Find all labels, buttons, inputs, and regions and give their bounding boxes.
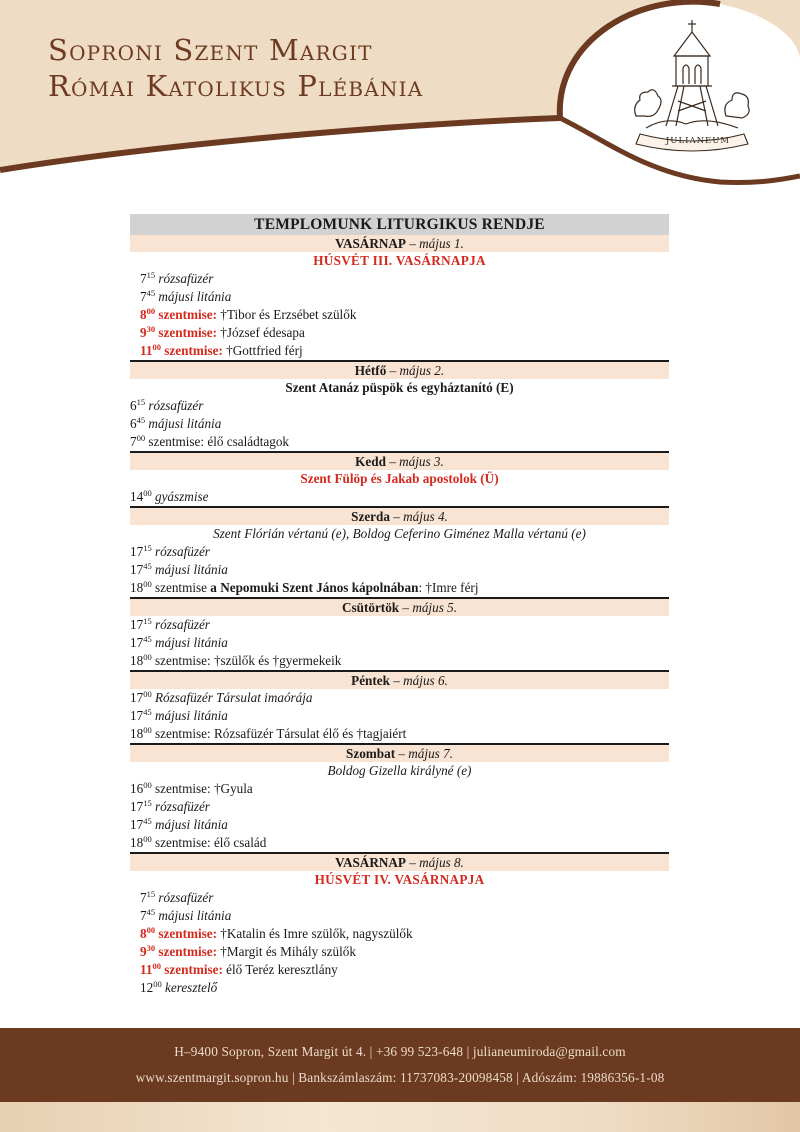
event-label: rózsafüzér — [154, 799, 210, 814]
event-hour: 6 — [130, 416, 137, 431]
schedule-event — [130, 834, 669, 852]
day-name: Hétfő — [354, 363, 387, 378]
event-time — [140, 944, 155, 959]
schedule-event — [130, 616, 669, 634]
event-hour: 6 — [130, 398, 137, 413]
event-hour: 7 — [140, 289, 147, 304]
logo-label: JULIANEUM — [665, 136, 731, 146]
event-time — [130, 562, 152, 577]
schedule-event — [130, 433, 669, 451]
event-hour: 17 — [130, 544, 144, 559]
event-minute: 15 — [136, 397, 146, 407]
schedule-event — [130, 543, 669, 561]
event-hour: 7 — [140, 890, 147, 905]
event-time — [140, 343, 161, 358]
event-time — [130, 690, 152, 705]
event-label: szentmise: — [158, 325, 217, 340]
feast-name: Szent Atanáz püspök és egyháztanító — [285, 380, 493, 395]
event-time — [130, 416, 145, 431]
footer-contact-line: H–9400 Sopron, Szent Margit út 4. | +36 99 523-648 | julianeumiroda@gmail.com — [174, 1044, 626, 1059]
event-minute: 45 — [146, 907, 156, 917]
event-text: szentmise: élő család — [154, 835, 267, 850]
event-hour: 18 — [130, 835, 144, 850]
day-date: – május 2. — [389, 363, 445, 378]
event-hour: 11 — [140, 343, 153, 358]
event-minute: 00 — [146, 306, 156, 316]
event-time — [130, 580, 152, 595]
event-minute: 00 — [143, 652, 152, 662]
event-text: †Margit és Mihály szülők — [220, 944, 356, 959]
event-label: gyászmise — [154, 489, 209, 504]
schedule-event — [130, 561, 669, 579]
event-hour: 17 — [130, 817, 144, 832]
event-time — [140, 980, 162, 995]
event-hour: 18 — [130, 653, 144, 668]
day-date: – május 5. — [402, 600, 458, 615]
event-time — [140, 325, 155, 340]
event-label: keresztelő — [164, 980, 218, 995]
event-time — [130, 617, 152, 632]
event-time — [140, 289, 155, 304]
event-hour: 8 — [140, 926, 147, 941]
event-label: szentmise: — [164, 962, 223, 977]
event-label: májusi litánia — [158, 908, 232, 923]
event-hour: 17 — [130, 708, 144, 723]
day-name: VASÁRNAP — [335, 855, 406, 870]
event-minute: 45 — [143, 707, 152, 717]
day-header — [130, 506, 669, 525]
event-time — [140, 271, 155, 286]
schedule-event — [130, 342, 669, 360]
day-header — [130, 360, 669, 379]
event-label: rózsafüzér — [148, 398, 204, 413]
bell-tower-logo-icon — [626, 16, 758, 156]
schedule-event — [130, 324, 669, 342]
schedule-event — [130, 889, 669, 907]
schedule-event — [130, 798, 669, 816]
feast-rank: (E) — [492, 380, 514, 395]
event-time — [130, 434, 145, 449]
event-label: rózsafüzér — [154, 617, 210, 632]
footer-bottom-strip — [0, 1102, 800, 1132]
event-minute: 00 — [143, 488, 152, 498]
day-date: – május 3. — [389, 454, 444, 469]
day-date: – május 6. — [393, 673, 448, 688]
schedule-event — [130, 652, 669, 670]
event-hour: 17 — [130, 617, 144, 632]
day-header — [130, 743, 669, 762]
parish-title-line1: Soproni Szent Margit — [48, 33, 373, 67]
event-minute: 00 — [143, 834, 152, 844]
event-hour: 7 — [130, 434, 137, 449]
feast-title: Szent Flórián vértanú (e), Boldog Ceferino Giménez Malla vértanú (e) — [213, 526, 586, 541]
event-time — [130, 726, 152, 741]
event-minute: 15 — [143, 798, 152, 808]
event-hour: 12 — [140, 980, 154, 995]
event-minute: 45 — [136, 415, 146, 425]
event-hour: 9 — [140, 944, 147, 959]
event-minute: 30 — [146, 324, 156, 334]
event-minute: 45 — [143, 816, 152, 826]
schedule-event — [130, 634, 669, 652]
event-label: májusi litánia — [148, 416, 222, 431]
schedule-event — [130, 961, 669, 979]
schedule-event — [130, 689, 669, 707]
day-date: – május 4. — [393, 509, 448, 524]
schedule-event — [130, 306, 669, 324]
event-label: rózsafüzér — [158, 890, 214, 905]
event-time — [130, 489, 152, 504]
event-minute: 00 — [153, 979, 162, 989]
schedule-event — [130, 707, 669, 725]
day-date: – május 1. — [409, 236, 464, 251]
event-minute: 45 — [143, 561, 152, 571]
event-text: †Gottfried férj — [226, 343, 303, 358]
schedule-event — [130, 943, 669, 961]
day-name: VASÁRNAP — [335, 236, 406, 251]
event-location: a Nepomuki Szent János kápolnában — [210, 580, 419, 595]
feast-title: Szent Fülöp és Jakab apostolok (Ü) — [300, 471, 499, 486]
event-text: szentmise: †Gyula — [154, 781, 253, 796]
day-date: – május 7. — [398, 746, 453, 761]
schedule-event — [130, 925, 669, 943]
day-header — [130, 670, 669, 689]
event-time — [130, 653, 152, 668]
event-label: szentmise: — [158, 926, 217, 941]
event-text: élő Teréz keresztlány — [226, 962, 338, 977]
event-time — [130, 799, 152, 814]
event-time — [130, 635, 152, 650]
feast-title: Boldog Gizella királyné (e) — [327, 763, 472, 778]
event-hour: 17 — [130, 562, 144, 577]
event-minute: 15 — [146, 889, 156, 899]
feast-title: HÚSVÉT III. VASÁRNAPJA — [313, 253, 486, 268]
day-date: – május 8. — [409, 855, 464, 870]
schedule-event — [130, 816, 669, 834]
event-text: †Tibor és Erzsébet szülők — [220, 307, 357, 322]
event-hour: 17 — [130, 635, 144, 650]
event-time — [130, 708, 152, 723]
event-time — [130, 544, 152, 559]
event-minute: 15 — [143, 543, 152, 553]
event-label: rózsafüzér — [154, 544, 210, 559]
event-time — [140, 908, 155, 923]
event-minute: 45 — [146, 288, 156, 298]
day-header — [130, 597, 669, 616]
event-time — [130, 835, 152, 850]
event-minute: 00 — [152, 961, 161, 971]
schedule-event — [130, 725, 669, 743]
event-hour: 18 — [130, 580, 144, 595]
liturgical-schedule — [130, 214, 669, 997]
event-time — [140, 890, 155, 905]
event-label: májusi litánia — [154, 817, 228, 832]
event-hour: 17 — [130, 690, 144, 705]
event-text: szentmise: élő családtagok — [148, 434, 290, 449]
schedule-event — [130, 270, 669, 288]
event-label: rózsafüzér — [158, 271, 214, 286]
event-minute: 15 — [146, 270, 156, 280]
event-minute: 30 — [146, 943, 156, 953]
event-hour: 17 — [130, 799, 144, 814]
event-time — [130, 398, 145, 413]
event-minute: 00 — [146, 925, 156, 935]
event-minute: 00 — [143, 689, 152, 699]
parish-title-line2: Római Katolikus Plébánia — [48, 69, 424, 103]
day-name: Szerda — [351, 509, 390, 524]
schedule-event — [130, 288, 669, 306]
event-label: Rózsafüzér Társulat imaórája — [154, 690, 313, 705]
event-intention: : †Imre férj — [418, 580, 479, 595]
event-hour: 8 — [140, 307, 147, 322]
schedule-event — [130, 397, 669, 415]
event-minute: 00 — [143, 579, 152, 589]
event-hour: 7 — [140, 908, 147, 923]
event-text: szentmise — [154, 580, 211, 595]
event-hour: 11 — [140, 962, 153, 977]
schedule-event — [130, 979, 669, 997]
schedule-event — [130, 488, 669, 506]
footer-bank-line: www.szentmargit.sopron.hu | Bankszámlaszám: 11737083-20098458 | Adószám: 19886356-1-08 — [135, 1070, 665, 1085]
event-minute: 00 — [143, 725, 152, 735]
event-label: májusi litánia — [154, 708, 228, 723]
feast-title: HÚSVÉT IV. VASÁRNAPJA — [314, 872, 485, 887]
event-minute: 00 — [136, 433, 146, 443]
day-name: Kedd — [355, 454, 386, 469]
event-label: szentmise: — [164, 343, 223, 358]
event-label: szentmise: — [158, 307, 217, 322]
event-text: szentmise: Rózsafüzér Társulat élő és †tagjaiért — [154, 726, 407, 741]
schedule-title: TEMPLOMUNK LITURGIKUS RENDJE — [130, 214, 669, 235]
day-name: Péntek — [351, 673, 390, 688]
event-time — [140, 926, 155, 941]
event-label: májusi litánia — [158, 289, 232, 304]
event-minute: 00 — [143, 780, 152, 790]
event-label: májusi litánia — [154, 635, 228, 650]
event-text: szentmise: †szülők és †gyermekeik — [154, 653, 342, 668]
event-time — [130, 781, 152, 796]
event-text: †József édesapa — [220, 325, 305, 340]
event-label: szentmise: — [158, 944, 217, 959]
event-time — [140, 307, 155, 322]
schedule-event — [130, 907, 669, 925]
event-hour: 7 — [140, 271, 147, 286]
event-minute: 00 — [152, 342, 161, 352]
event-text: †Katalin és Imre szülők, nagyszülők — [220, 926, 413, 941]
event-minute: 45 — [143, 634, 152, 644]
day-header — [130, 235, 669, 252]
day-header — [130, 451, 669, 470]
schedule-event — [130, 415, 669, 433]
event-label: májusi litánia — [154, 562, 228, 577]
event-hour: 16 — [130, 781, 144, 796]
event-time — [140, 962, 161, 977]
day-header — [130, 852, 669, 871]
schedule-event — [130, 780, 669, 798]
day-name: Csütörtök — [341, 600, 400, 615]
feast-title — [130, 379, 669, 397]
event-hour: 18 — [130, 726, 144, 741]
event-minute: 15 — [143, 616, 152, 626]
day-name: Szombat — [346, 746, 396, 761]
footer — [0, 1028, 800, 1102]
event-hour: 14 — [130, 489, 144, 504]
event-time — [130, 817, 152, 832]
event-hour: 9 — [140, 325, 147, 340]
schedule-event — [130, 579, 669, 597]
